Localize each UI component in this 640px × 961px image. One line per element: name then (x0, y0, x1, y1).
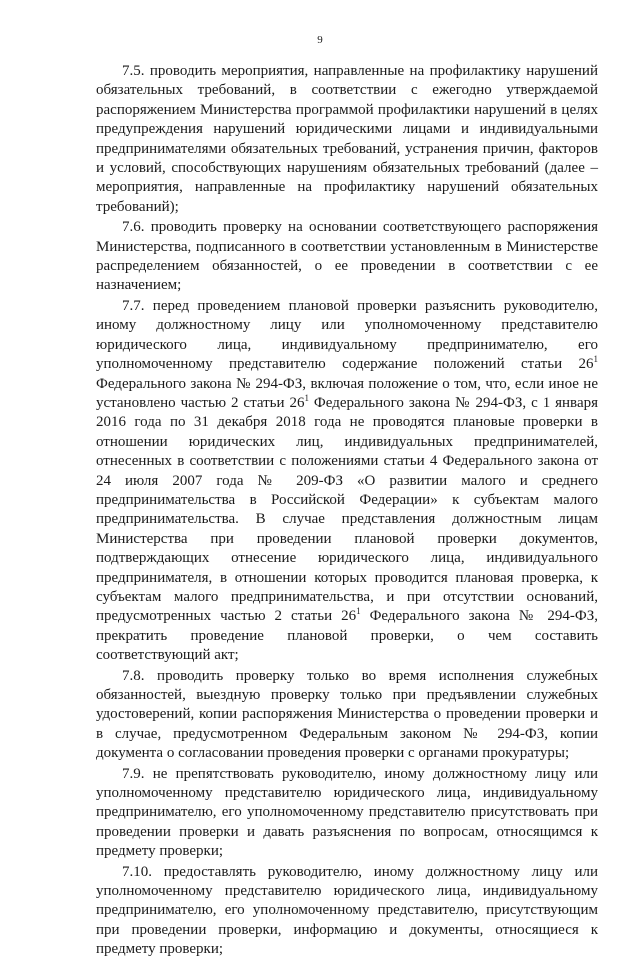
paragraph-7-8 (96, 667, 598, 764)
paragraph-7-5 (96, 62, 598, 217)
paragraph-text: Федерального закона № 294-ФЗ, с 1 января 2016 года по 31 декабря 2018 года не проводятся плановые проверки в отношении юридических лиц, индивидуальных предпринимателей, отнесенных в соответствии с положениями статьи 4 Федерального закона от 24 июля 2007 года № 209-ФЗ «О развитии малого и среднего предпринимательства в Российской Федерации» к субъектам малого предпринимательства. В случае представления должностным лицам Министерства при проведении плановой проверки документов, подтверждающих отнесение юридического лица, индивидуального предпринимателя, в отношении которых проводится плановая проверка, к субъектам малого предпринимательства, и при отсутствии оснований, предусмотренных частью 2 статьи 26 (96, 394, 598, 625)
paragraph-text: 7.7. перед проведением плановой проверки разъяснить руководителю, иному должностному лицу или уполномоченному представителю юридического лица, индивидуальному предпринимателю, его уполномоченному представителю содержание положений статьи 26 (96, 297, 598, 373)
document-body (96, 62, 598, 961)
superscript: 1 (356, 606, 361, 617)
paragraph-text: 7.9. не препятствовать руководителю, иному должностному лицу или уполномоченному представителю юридического лица, индивидуальному предпринимателю, его уполномоченному представителю присутствовать при проведении проверки и давать разъяснения по вопросам, относящимся к предмету проверки; (96, 765, 598, 860)
paragraph-text: 7.10. предоставлять руководителю, иному должностному лицу или уполномоченному представителю юридического лица, индивидуальному предпринимателю, его уполномоченному представителю, присутствующим при проведении проверки, информацию и документы, относящиеся к предмету проверки; (96, 863, 598, 958)
superscript: 1 (304, 392, 309, 403)
paragraph-7-6 (96, 218, 598, 296)
paragraph-7-7 (96, 297, 598, 666)
paragraph-7-10 (96, 863, 598, 960)
paragraph-text: Федерального закона № 294-ФЗ, включая положение о том, что, если иное не установлено частью 2 статьи 26 (96, 375, 598, 411)
paragraph-text: 7.8. проводить проверку только во время исполнения служебных обязанностей, выездную проверку только при предъявлении служебных удостоверений, копии распоряжения Министерства о проведении проверки и в случае, предусмотренном Федеральным законом № 294-ФЗ, копии документа о согласовании проведения проверки с органами прокуратуры; (96, 667, 598, 762)
paragraph-text: 7.6. проводить проверку на основании соответствующего распоряжения Министерства, подписанного в соответствии установленным в Министерстве распределением обязанностей, о ее проведении в соответствии с ее назначением; (96, 219, 598, 294)
paragraph-text: 7.5. проводить мероприятия, направленные на профилактику нарушений обязательных требований, в соответствии с ежегодно утверждаемой распоряжением Министерства программой профилактики нарушений в целях предупреждения нарушений юридическими лицами и индивидуальными предпринимателями обязательных требований, устранения причин, факторов и условий, способствующих нарушениям обязательных требований (далее – мероприятия, направленные на профилактику нарушений обязательных требований); (96, 63, 598, 215)
paragraph-text: Федерального закона № 294-ФЗ, прекратить проведение плановой проверки, о чем составить соответствующий акт; (96, 608, 598, 664)
page-number: 9 (317, 34, 323, 46)
paragraph-7-9 (96, 765, 598, 862)
superscript: 1 (593, 354, 598, 365)
